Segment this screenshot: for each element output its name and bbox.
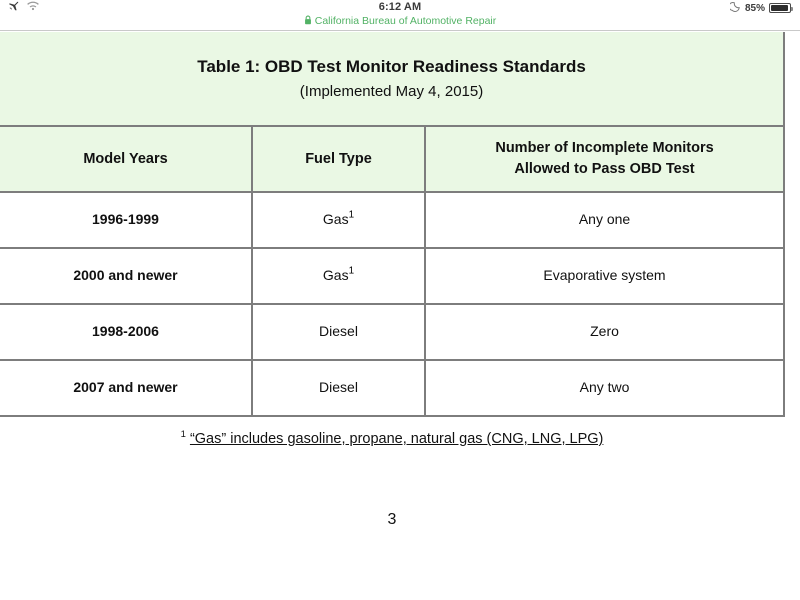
table-row [0, 304, 784, 360]
cell-fuel-type-footnote-marker: 1 [348, 265, 355, 277]
cell-model-years [0, 248, 252, 304]
cell-model-years-text: 2007 and newer [73, 379, 178, 395]
cell-monitors-text: Evaporative system [543, 267, 666, 283]
table-title-cell [0, 32, 784, 126]
lock-icon [304, 15, 312, 30]
cell-monitors-text: Zero [590, 323, 619, 339]
table-footnote [0, 429, 784, 449]
column-header-incomplete-monitors-line1: Number of Incomplete Monitors [495, 140, 714, 156]
status-bar-clock: 6:12 AM [378, 1, 422, 13]
battery-fill [771, 5, 788, 11]
table-subtitle: (Implemented May 4, 2015) [299, 83, 484, 100]
battery-icon [769, 3, 791, 13]
column-header-incomplete-monitors [425, 126, 784, 192]
secure-page-title-text: California Bureau of Automotive Repair [314, 15, 497, 27]
table-row [0, 248, 784, 304]
document-slide [0, 31, 800, 600]
column-header-model-years-label: Model Years [83, 150, 168, 167]
cell-monitors [425, 304, 784, 360]
cell-fuel-type-text: Diesel [319, 323, 358, 339]
table-row [0, 192, 784, 248]
ios-status-bar [0, 0, 800, 31]
cell-fuel-type-text: Diesel [319, 379, 358, 395]
cell-model-years [0, 304, 252, 360]
table-header-row [0, 126, 784, 192]
column-header-fuel-type-label: Fuel Type [305, 150, 372, 167]
cell-model-years-text: 1998-2006 [92, 323, 159, 339]
page-number: 3 [387, 511, 397, 528]
cell-fuel-type-footnote-marker: 1 [348, 209, 355, 221]
cell-fuel-type [252, 360, 425, 416]
cell-fuel-type [252, 304, 425, 360]
cell-model-years-text: 2000 and newer [73, 267, 178, 283]
cell-fuel-type [252, 192, 425, 248]
column-header-model-years [0, 126, 252, 192]
cell-monitors-text: Any one [578, 211, 631, 227]
battery-percent-label: 85% [744, 2, 765, 14]
table-title-row [0, 32, 784, 126]
obd-readiness-table [0, 32, 785, 417]
cell-monitors-text: Any two [579, 379, 630, 395]
cell-model-years [0, 192, 252, 248]
cell-monitors [425, 192, 784, 248]
table-row [0, 360, 784, 416]
cell-model-years [0, 360, 252, 416]
secure-page-title [0, 14, 800, 30]
cell-monitors [425, 248, 784, 304]
cell-fuel-type-text: Gas [322, 211, 349, 227]
table-title: Table 1: OBD Test Monitor Readiness Standards [197, 57, 586, 76]
column-header-incomplete-monitors-line2: Allowed to Pass OBD Test [514, 161, 695, 177]
cell-fuel-type [252, 248, 425, 304]
cell-model-years-text: 1996-1999 [92, 211, 159, 227]
status-bar-right-group [730, 1, 791, 15]
cell-fuel-type-text: Gas [322, 267, 349, 283]
table-footnote-text: “Gas” includes gasoline, propane, natural gas (CNG, LNG, LPG) [189, 431, 604, 447]
column-header-fuel-type [252, 126, 425, 192]
table-footnote-marker: 1 [180, 429, 186, 441]
cell-monitors [425, 360, 784, 416]
